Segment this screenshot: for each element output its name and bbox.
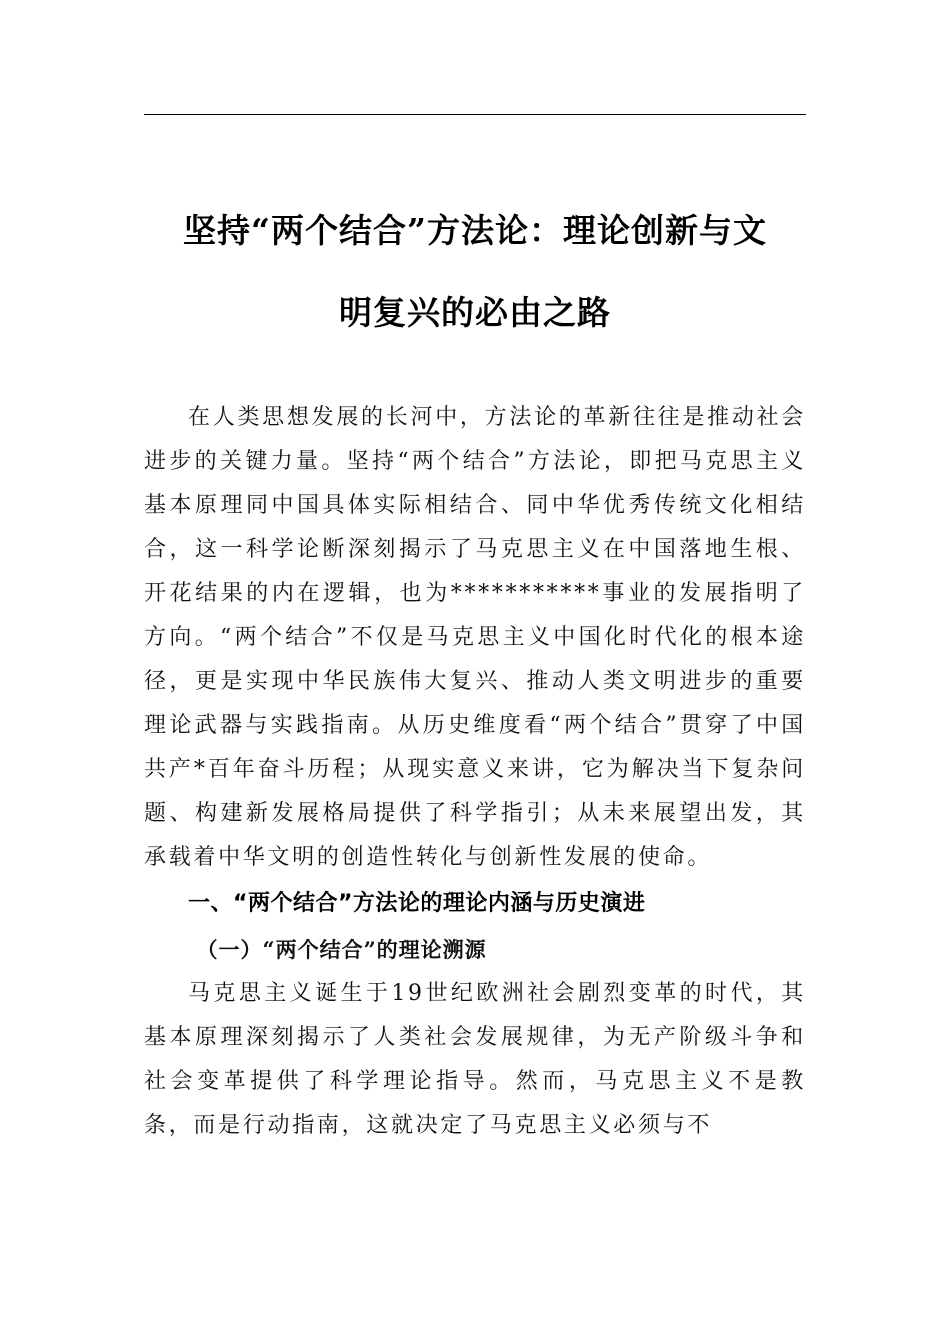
title-line-1: 坚持“两个结合”方法论：理论创新与文 <box>183 211 767 251</box>
subsection-heading-1: （一）“两个结合”的理论溯源 <box>196 937 487 962</box>
header-rule <box>144 114 806 115</box>
document-body <box>144 396 806 1148</box>
section-paragraph: 马克思主义诞生于19世纪欧洲社会剧烈变革的时代，其基本原理深刻揭示了人类社会发展规律，为无产阶级斗争和社会变革提供了科学理论指导。然而，马克思主义不是教条，而是行动指南，这就决定了马克思主义必须与不 <box>144 981 806 1138</box>
title-line-2: 明复兴的必由之路 <box>339 293 611 333</box>
document-title <box>144 190 806 354</box>
section-heading-1: 一、“两个结合”方法论的理论内涵与历史演进 <box>188 891 646 916</box>
intro-paragraph: 在人类思想发展的长河中，方法论的革新往往是推动社会进步的关键力量。坚持“两个结合”方法论，即把马克思主义基本原理同中国具体实际相结合、同中华优秀传统文化相结合，这一科学论断深刻揭示了马克思主义在中国落地生根、开花结果的内在逻辑，也为***********事业的发展指明了方向。“两个结合”不仅是马克思主义中国化时代化的根本途径，更是实现中华民族伟大复兴、推动人类文明进步的重要理论武器与实践指南。从历史维度看“两个结合”贯穿了中国共产*百年奋斗历程；从现实意义来讲，它为解决当下复杂问题、构建新发展格局提供了科学指引；从未来展望出发，其承载着中华文明的创造性转化与创新性发展的使命。 <box>144 405 806 870</box>
